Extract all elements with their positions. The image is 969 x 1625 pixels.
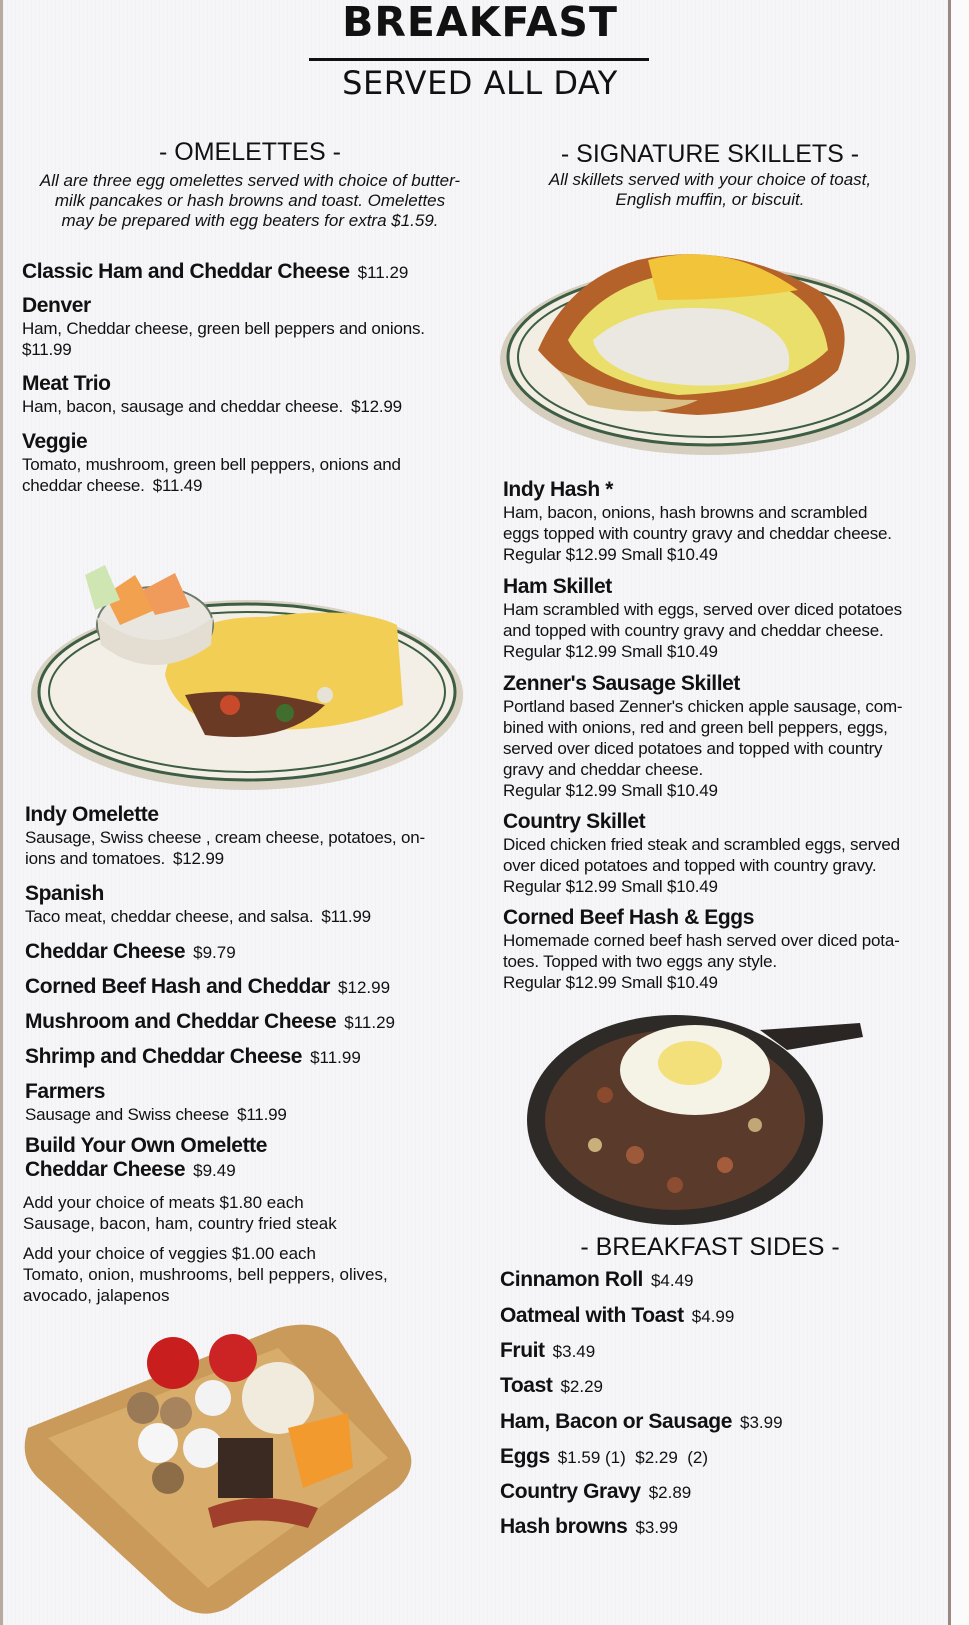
side-item-toast: Toast $2.29: [500, 1374, 603, 1397]
skillets-description: All skillets served with your choice of toast, English muffin, or biscuit.: [548, 170, 872, 209]
page-edge-left: [0, 0, 3, 1625]
side-item-fruit: Fruit $3.49: [500, 1339, 596, 1362]
side-item-country-gravy: Country Gravy $2.89: [500, 1480, 692, 1503]
side-item-cinnamon-roll: Cinnamon Roll $4.49: [500, 1268, 694, 1291]
menu-item-farmers: Farmers Sausage and Swiss cheese $11.99: [25, 1080, 287, 1124]
menu-item-cheddar-cheese: Cheddar Cheese $9.79: [25, 940, 236, 963]
omelettes-description: All are three egg omelettes served with choice of butter- milk pancakes or hash browns and toast. Omelettes may be prepared with egg beaters for extra $1.59.: [39, 171, 461, 230]
side-item-eggs: Eggs $1.59 (1) $2.29 (2): [500, 1445, 709, 1468]
menu-subtitle: SERVED ALL DAY: [342, 64, 618, 102]
menu-title: BREAKFAST: [342, 0, 618, 46]
omelettes-heading: - OMELETTES -: [159, 138, 341, 166]
ingredients-board-photo: [18, 1318, 418, 1618]
skillet-item-country-skillet: Country Skillet Diced chicken fried steak and scrambled eggs, served over diced potatoes and topped with country gravy. Regular $12.99 Small $10.49: [503, 810, 900, 896]
skillets-heading: - SIGNATURE SKILLETS -: [560, 140, 860, 168]
corned-beef-skillet-photo: [525, 1005, 870, 1230]
addon-meats: Add your choice of meats $1.80 each Sausage, bacon, ham, country fried steak: [23, 1193, 337, 1233]
skillet-item-zenners-sausage: Zenner's Sausage Skillet Portland based Zenner's chicken apple sausage, com- bined with onions, red and green bell peppers, eggs, served over diced potatoes and topped with country gravy and cheddar cheese. Regular $12.99 Small $10.49: [503, 672, 903, 800]
addon-veggies: Add your choice of veggies $1.00 each Tomato, onion, mushrooms, bell peppers, olives, avocado, jalapenos: [23, 1244, 388, 1305]
skillet-item-indy-hash: Indy Hash * Ham, bacon, onions, hash browns and scrambled eggs topped with country gravy and cheddar cheese. Regular $12.99 Small $10.49: [503, 478, 892, 564]
menu-item-spanish: Spanish Taco meat, cheddar cheese, and salsa. $11.99: [25, 882, 371, 926]
title-divider: [309, 58, 649, 61]
menu-item-veggie: Veggie Tomato, mushroom, green bell peppers, onions and cheddar cheese. $11.49: [22, 430, 401, 495]
side-item-meats: Ham, Bacon or Sausage $3.99: [500, 1410, 783, 1433]
menu-item-classic-ham: Classic Ham and Cheddar Cheese $11.29: [22, 260, 409, 283]
indy-hash-skillet-photo: [498, 230, 918, 465]
skillet-item-corned-beef-hash: Corned Beef Hash & Eggs Homemade corned beef hash served over diced pota- toes. Topped with two eggs any style. Regular $12.99 Small $10.49: [503, 906, 900, 992]
menu-item-shrimp-cheddar: Shrimp and Cheddar Cheese $11.99: [25, 1045, 361, 1068]
menu-item-mushroom-cheddar: Mushroom and Cheddar Cheese $11.29: [25, 1010, 395, 1033]
omelette-plate-photo: [25, 555, 465, 800]
side-item-oatmeal: Oatmeal with Toast $4.99: [500, 1304, 735, 1327]
menu-item-denver: Denver Ham, Cheddar cheese, green bell peppers and onions. $11.99: [22, 294, 425, 359]
menu-item-meat-trio: Meat Trio Ham, bacon, sausage and cheddar cheese. $12.99: [22, 372, 402, 416]
menu-item-indy-omelette: Indy Omelette Sausage, Swiss cheese , cream cheese, potatoes, on- ions and tomatoes. $12.99: [25, 803, 425, 868]
side-item-hash-browns: Hash browns $3.99: [500, 1515, 679, 1538]
menu-item-corned-beef-cheddar: Corned Beef Hash and Cheddar $12.99: [25, 975, 391, 998]
menu-item-build-your-own: Build Your Own Omelette Cheddar Cheese $9.49: [25, 1134, 268, 1181]
page-margin-right: [951, 0, 969, 1625]
skillet-item-ham-skillet: Ham Skillet Ham scrambled with eggs, served over diced potatoes and topped with country gravy and cheddar cheese. Regular $12.99 Small $10.49: [503, 575, 902, 661]
sides-heading: - BREAKFAST SIDES -: [580, 1233, 840, 1261]
